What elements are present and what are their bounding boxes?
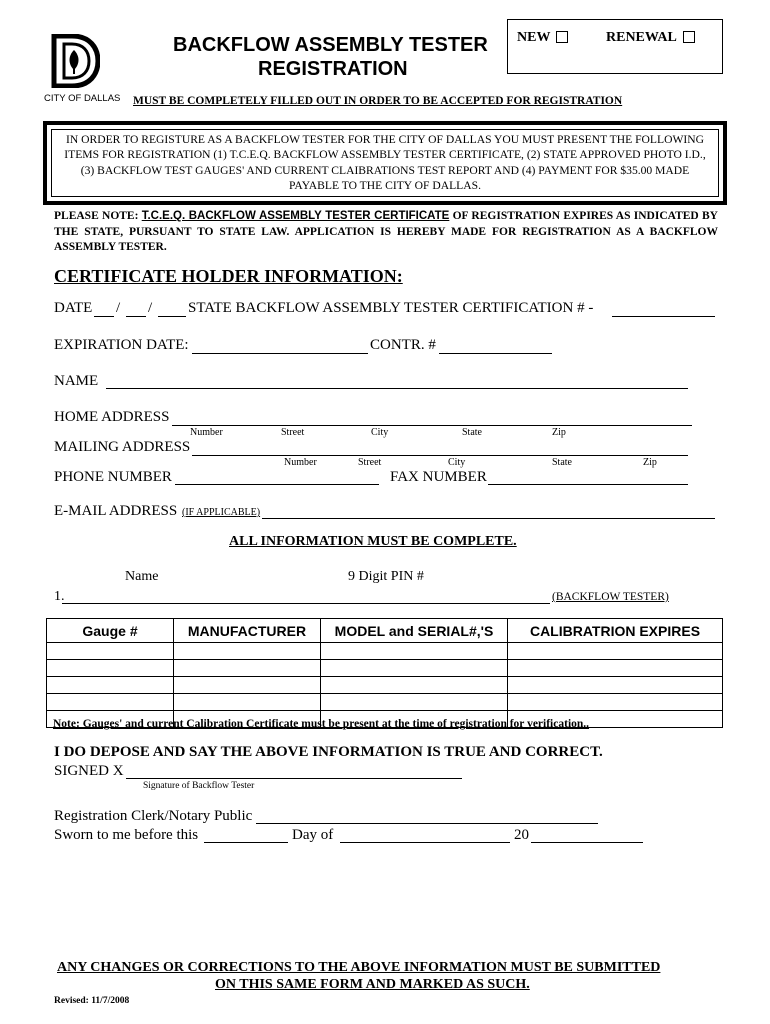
please-note-suffix: OF REGISTRATION EXPIRES AS INDICATED BY THE STATE, PURSUANT TO STATE LAW. APPLICATION IS HEREBY MADE FOR REGISTRATION AS A BACKFLOW ASSEMBLY TESTER. bbox=[54, 210, 718, 253]
name-field[interactable] bbox=[106, 388, 688, 389]
registration-requirements-box bbox=[43, 121, 727, 205]
table-cell[interactable] bbox=[321, 660, 508, 677]
table-cell[interactable] bbox=[174, 660, 321, 677]
signature-field[interactable] bbox=[126, 778, 462, 779]
renewal-checkbox[interactable] bbox=[683, 31, 695, 43]
table-row bbox=[47, 677, 723, 694]
phone-label: PHONE NUMBER bbox=[54, 469, 172, 485]
calibration-expires-header: CALIBRATRION EXPIRES bbox=[508, 619, 723, 643]
tester-name-pin-field[interactable] bbox=[62, 603, 550, 604]
renewal-label: RENEWAL bbox=[606, 30, 677, 45]
home-address-label: HOME ADDRESS bbox=[54, 409, 170, 425]
new-checkbox[interactable] bbox=[556, 31, 568, 43]
depose-statement: I DO DEPOSE AND SAY THE ABOVE INFORMATION IS TRUE AND CORRECT. bbox=[54, 744, 603, 760]
gauge-number-header: Gauge # bbox=[47, 619, 174, 643]
sworn-month-field[interactable] bbox=[340, 842, 510, 843]
gauges-header-row bbox=[47, 619, 723, 643]
sworn-day-field[interactable] bbox=[204, 842, 288, 843]
mailing-address-label: MAILING ADDRESS bbox=[54, 439, 191, 455]
requirements-text: IN ORDER TO REGISTURE AS A BACKFLOW TESTER FOR THE CITY OF DALLAS YOU MUST PRESENT THE FOLLOWING ITEMS FOR REGISTRATION (1) T.C.E.Q. BACKFLOW ASSEMBLY TESTER CERTIFICATE, (2) STATE APPROVED PHOTO I.D., (3) BACKFLOW TEST GAUGES' AND CURRENT CLAIBRATIONS TEST REPORT AND (4) PAYMENT FOR $35.00 MADE PAYABLE TO THE CITY OF DALLAS. bbox=[64, 133, 706, 192]
home-address-part: Street bbox=[281, 427, 305, 438]
home-address-part: Zip bbox=[552, 427, 566, 438]
expiration-field[interactable] bbox=[192, 353, 368, 354]
sworn-year-field[interactable] bbox=[531, 842, 643, 843]
mailing-address-field[interactable] bbox=[192, 455, 688, 456]
date-separator: / bbox=[116, 300, 121, 316]
new-label: NEW bbox=[517, 30, 551, 45]
table-cell[interactable] bbox=[508, 643, 723, 660]
clerk-label: Registration Clerk/Notary Public bbox=[54, 808, 253, 824]
table-cell[interactable] bbox=[174, 677, 321, 694]
date-separator: / bbox=[148, 300, 153, 316]
gauge-note: Note: Gauges' and current Calibration Certificate must be present at the time of registration for verification.. bbox=[53, 718, 590, 730]
form-title-line1: BACKFLOW ASSEMBLY TESTER bbox=[173, 34, 488, 56]
home-address-part: State bbox=[462, 427, 482, 438]
table-row bbox=[47, 694, 723, 711]
all-info-required: ALL INFORMATION MUST BE COMPLETE. bbox=[229, 534, 517, 549]
sworn-label: Sworn to me before this bbox=[54, 827, 199, 843]
table-cell[interactable] bbox=[47, 660, 174, 677]
table-cell[interactable] bbox=[321, 677, 508, 694]
please-note-certificate: T.C.E.Q. BACKFLOW ASSEMBLY TESTER CERTIFICATE bbox=[141, 210, 450, 222]
expiration-label: EXPIRATION DATE: bbox=[54, 337, 189, 353]
email-applicable-note: (IF APPLICABLE) bbox=[182, 507, 261, 518]
state-cert-label: STATE BACKFLOW ASSEMBLY TESTER CERTIFICATION # - bbox=[188, 300, 594, 316]
table-cell[interactable] bbox=[321, 643, 508, 660]
tester-pin-column: 9 Digit PIN # bbox=[348, 569, 424, 584]
must-complete-note: MUST BE COMPLETELY FILLED OUT IN ORDER TO BE ACCEPTED FOR REGISTRATION bbox=[133, 95, 623, 107]
registration-type-box bbox=[507, 19, 723, 74]
mailing-address-part: Number bbox=[284, 457, 317, 468]
home-address-part: Number bbox=[190, 427, 223, 438]
day-of-label: Day of bbox=[292, 827, 334, 843]
phone-field[interactable] bbox=[175, 484, 379, 485]
certificate-holder-heading: CERTIFICATE HOLDER INFORMATION: bbox=[54, 266, 403, 286]
model-serial-header: MODEL and SERIAL#,'S bbox=[321, 619, 508, 643]
table-cell[interactable] bbox=[174, 643, 321, 660]
renewal-option[interactable] bbox=[606, 30, 695, 46]
backflow-tester-tag: (BACKFLOW TESTER) bbox=[552, 591, 669, 603]
table-row bbox=[47, 643, 723, 660]
email-label: E-MAIL ADDRESS bbox=[54, 503, 178, 519]
changes-notice-line1: ANY CHANGES OR CORRECTIONS TO THE ABOVE INFORMATION MUST BE SUBMITTED bbox=[57, 960, 661, 975]
table-row bbox=[47, 660, 723, 677]
date-label: DATE bbox=[54, 300, 93, 316]
mailing-address-part: Zip bbox=[643, 457, 657, 468]
table-cell[interactable] bbox=[47, 643, 174, 660]
city-of-dallas-logo bbox=[50, 34, 100, 88]
revised-date: Revised: 11/7/2008 bbox=[54, 996, 130, 1006]
year-prefix: 20 bbox=[514, 827, 529, 843]
home-address-part: City bbox=[371, 427, 389, 438]
home-address-field[interactable] bbox=[172, 425, 692, 426]
contr-label: CONTR. # bbox=[370, 337, 436, 353]
logo-caption: CITY OF DALLAS bbox=[44, 93, 121, 104]
changes-notice-line2: ON THIS SAME FORM AND MARKED AS SUCH. bbox=[215, 977, 530, 992]
table-cell[interactable] bbox=[47, 694, 174, 711]
signed-label: SIGNED X bbox=[54, 763, 124, 779]
contr-field[interactable] bbox=[439, 353, 552, 354]
mailing-address-part: Street bbox=[358, 457, 382, 468]
mailing-address-part: City bbox=[448, 457, 466, 468]
name-label: NAME bbox=[54, 373, 99, 389]
manufacturer-header: MANUFACTURER bbox=[174, 619, 321, 643]
please-note bbox=[54, 209, 718, 256]
date-year-field[interactable] bbox=[158, 316, 186, 317]
date-month-field[interactable] bbox=[94, 316, 114, 317]
tester-name-column: Name bbox=[125, 569, 159, 584]
table-cell[interactable] bbox=[508, 660, 723, 677]
signature-caption: Signature of Backflow Tester bbox=[143, 781, 255, 791]
table-cell[interactable] bbox=[321, 694, 508, 711]
fax-field[interactable] bbox=[488, 484, 688, 485]
email-field[interactable] bbox=[262, 518, 715, 519]
date-day-field[interactable] bbox=[126, 316, 146, 317]
fax-label: FAX NUMBER bbox=[390, 469, 487, 485]
table-cell[interactable] bbox=[174, 694, 321, 711]
table-cell[interactable] bbox=[508, 694, 723, 711]
tester-row-number: 1. bbox=[54, 589, 65, 604]
table-cell[interactable] bbox=[47, 677, 174, 694]
gauges-table bbox=[46, 618, 723, 728]
mailing-address-part: State bbox=[552, 457, 572, 468]
state-cert-field[interactable] bbox=[612, 316, 715, 317]
table-cell[interactable] bbox=[508, 677, 723, 694]
form-title-line2: REGISTRATION bbox=[258, 58, 408, 80]
clerk-field[interactable] bbox=[256, 823, 598, 824]
new-option[interactable] bbox=[517, 30, 568, 46]
please-note-prefix: PLEASE NOTE: bbox=[54, 210, 142, 222]
